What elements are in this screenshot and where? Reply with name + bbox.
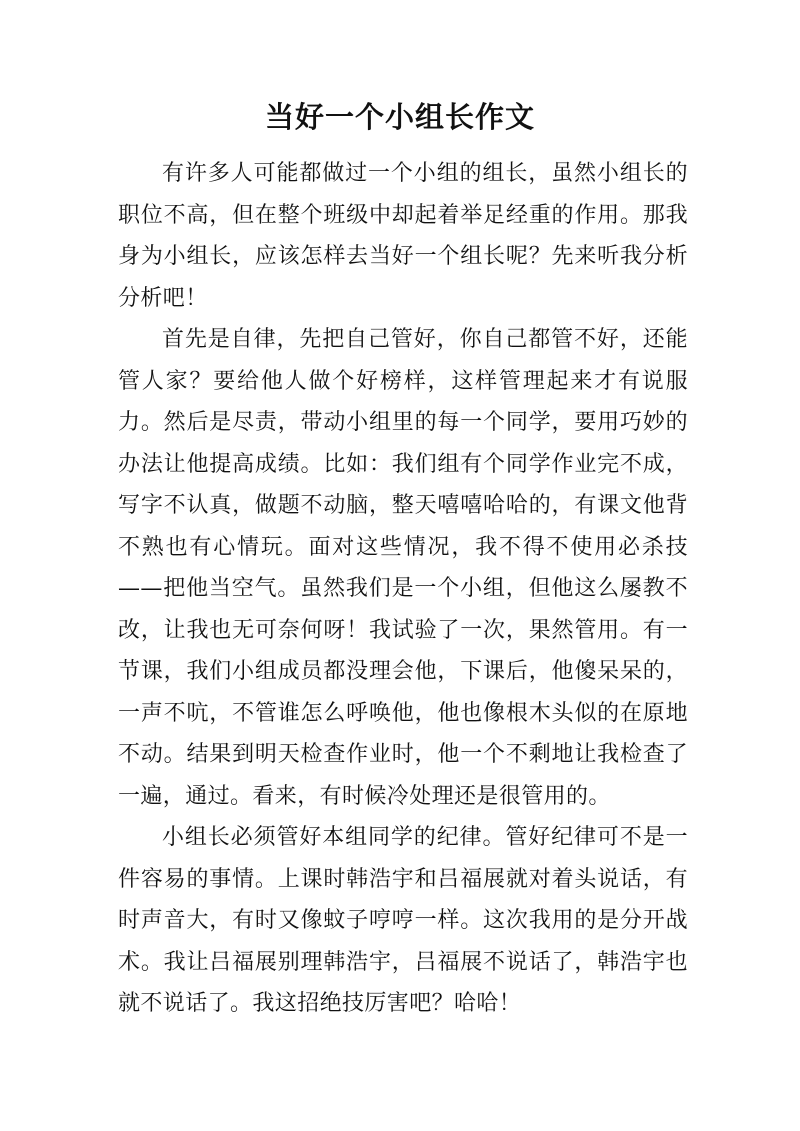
document-body bbox=[118, 153, 688, 1025]
paragraph-self-discipline: 首先是自律，先把自己管好，你自己都管不好，还能管人家？要给他人做个好榜样，这样管理起来才有说服力。然后是尽责，带动小组里的每一个同学，要用巧妙的办法让他提高成绩。比如：我们组有个同学作业完不成，写字不认真，做题不动脑，整天嘻嘻哈哈的，有课文他背不熟也有心情玩。面对这些情况，我不得不使用必杀技——把他当空气。虽然我们是一个小组，但他这么屡教不改，让我也无可奈何呀！我试验了一次，果然管用。有一节课，我们小组成员都没理会他，下课后，他傻呆呆的，一声不吭，不管谁怎么呼唤他，他也像根木头似的在原地不动。结果到明天检查作业时，他一个不剩地让我检查了一遍，通过。看来，有时候冷处理还是很管用的。 bbox=[118, 327, 688, 809]
paragraph-discipline: 小组长必须管好本组同学的纪律。管好纪律可不是一件容易的事情。上课时韩浩宇和吕福展就对着头说话，有时声音大，有时又像蚊子哼哼一样。这次我用的是分开战术。我让吕福展别理韩浩宇，吕福展不说话了，韩浩宇也就不说话了。我这招绝技厉害吧？哈哈！ bbox=[118, 825, 688, 1016]
paragraph-intro: 有许多人可能都做过一个小组的组长，虽然小组长的职位不高，但在整个班级中却起着举足经重的作用。那我身为小组长，应该怎样去当好一个组长呢？先来听我分析分析吧！ bbox=[118, 161, 688, 311]
document-title: 当好一个小组长作文 bbox=[264, 100, 535, 134]
